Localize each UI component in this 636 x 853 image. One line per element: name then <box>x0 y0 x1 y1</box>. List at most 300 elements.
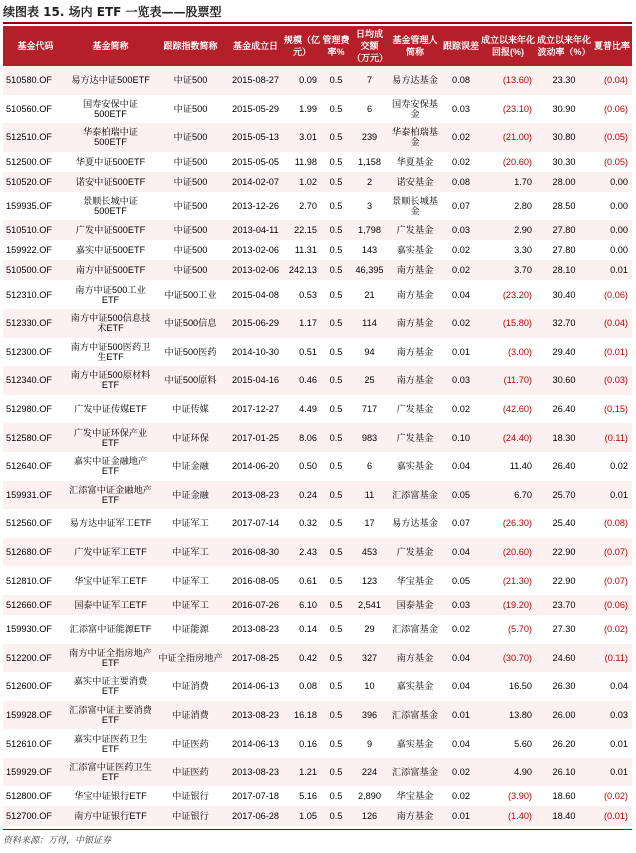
cell-te: 0.04 <box>442 538 480 567</box>
cell-name: 南方中证500原材料ETF <box>68 366 153 395</box>
cell-ret: (20.60) <box>480 538 536 567</box>
cell-fee: 0.5 <box>321 595 351 615</box>
cell-index: 中证500原料 <box>153 366 228 395</box>
cell-date: 2013-02-06 <box>228 240 283 260</box>
cell-name: 南方中证500信息技术ETF <box>68 309 153 338</box>
cell-name: 南方中证银行ETF <box>68 806 153 826</box>
cell-date: 2014-06-13 <box>228 672 283 701</box>
cell-sharpe: 0.00 <box>592 240 632 260</box>
cell-manager: 广发基金 <box>388 538 442 567</box>
cell-sharpe: (0.15) <box>592 395 632 424</box>
cell-vol: 22.90 <box>536 538 592 567</box>
cell-index: 中证500 <box>153 260 228 280</box>
cell-size: 1.02 <box>283 172 321 192</box>
cell-te: 0.10 <box>442 423 480 452</box>
cell-vol: 30.40 <box>536 280 592 309</box>
table-title: 续图表 15. 场内 ETF 一览表——股票型 <box>3 5 222 19</box>
cell-ret: (26.30) <box>480 509 536 538</box>
table-row <box>3 786 632 806</box>
cell-sharpe: (0.05) <box>592 152 632 172</box>
cell-code: 512310.OF <box>3 280 68 309</box>
cell-sharpe: 0.02 <box>592 452 632 481</box>
cell-vol: 27.30 <box>536 615 592 644</box>
cell-ret: (24.40) <box>480 423 536 452</box>
cell-ret: 3.70 <box>480 260 536 280</box>
table-row <box>3 566 632 595</box>
cell-index: 中证环保 <box>153 423 228 452</box>
cell-vol: 18.40 <box>536 806 592 826</box>
cell-index: 中证医药 <box>153 758 228 787</box>
cell-name: 华宝中证银行ETF <box>68 786 153 806</box>
cell-fee: 0.5 <box>321 701 351 730</box>
cell-ret: 16.50 <box>480 672 536 701</box>
cell-code: 512500.OF <box>3 152 68 172</box>
cell-manager: 南方基金 <box>388 338 442 367</box>
cell-index: 中证500信息 <box>153 309 228 338</box>
cell-name: 嘉实中证医药卫生ETF <box>68 729 153 758</box>
table-row <box>3 509 632 538</box>
cell-te: 0.08 <box>442 66 480 95</box>
cell-size: 11.31 <box>283 240 321 260</box>
cell-date: 2014-10-30 <box>228 338 283 367</box>
cell-volume: 10 <box>351 672 388 701</box>
cell-manager: 广发基金 <box>388 220 442 240</box>
table-row <box>3 644 632 673</box>
cell-te: 0.07 <box>442 192 480 221</box>
cell-volume: 25 <box>351 366 388 395</box>
cell-volume: 7 <box>351 66 388 95</box>
cell-volume: 29 <box>351 615 388 644</box>
cell-volume: 224 <box>351 758 388 787</box>
cell-index: 中证医药 <box>153 729 228 758</box>
table-row <box>3 309 632 338</box>
cell-manager: 广发基金 <box>388 423 442 452</box>
header-index: 跟踪指数简称 <box>153 26 228 66</box>
cell-volume: 239 <box>351 123 388 152</box>
cell-name: 嘉实中证500ETF <box>68 240 153 260</box>
cell-te: 0.04 <box>442 452 480 481</box>
cell-code: 512580.OF <box>3 423 68 452</box>
cell-size: 16.18 <box>283 701 321 730</box>
cell-date: 2013-08-23 <box>228 701 283 730</box>
cell-index: 中证500 <box>153 95 228 124</box>
cell-volume: 453 <box>351 538 388 567</box>
table-body <box>3 66 632 826</box>
table-row <box>3 672 632 701</box>
cell-fee: 0.5 <box>321 260 351 280</box>
cell-date: 2013-08-23 <box>228 615 283 644</box>
cell-manager: 景顺长城基金 <box>388 192 442 221</box>
cell-code: 510510.OF <box>3 220 68 240</box>
cell-code: 159931.OF <box>3 481 68 510</box>
table-row <box>3 66 632 95</box>
cell-volume: 94 <box>351 338 388 367</box>
cell-sharpe: (0.02) <box>592 786 632 806</box>
cell-size: 0.24 <box>283 481 321 510</box>
header-volatility: 成立以来年化波动率（%） <box>536 26 592 66</box>
cell-size: 1.21 <box>283 758 321 787</box>
cell-date: 2014-02-07 <box>228 172 283 192</box>
cell-index: 中证银行 <box>153 786 228 806</box>
cell-size: 0.53 <box>283 280 321 309</box>
cell-volume: 1,158 <box>351 152 388 172</box>
cell-date: 2013-08-23 <box>228 481 283 510</box>
cell-te: 0.02 <box>442 123 480 152</box>
cell-code: 512800.OF <box>3 786 68 806</box>
cell-te: 0.02 <box>442 395 480 424</box>
table-row <box>3 152 632 172</box>
cell-size: 11.98 <box>283 152 321 172</box>
cell-te: 0.03 <box>442 220 480 240</box>
cell-fee: 0.5 <box>321 172 351 192</box>
cell-manager: 南方基金 <box>388 366 442 395</box>
cell-name: 南方中证500ETF <box>68 260 153 280</box>
cell-name: 广发中证军工ETF <box>68 538 153 567</box>
cell-manager: 汇添富基金 <box>388 481 442 510</box>
table-row <box>3 280 632 309</box>
cell-code: 512640.OF <box>3 452 68 481</box>
cell-vol: 30.90 <box>536 95 592 124</box>
cell-date: 2015-05-05 <box>228 152 283 172</box>
cell-code: 512330.OF <box>3 309 68 338</box>
cell-index: 中证金融 <box>153 481 228 510</box>
cell-name: 华宝中证军工ETF <box>68 566 153 595</box>
cell-name: 汇添富中证能源ETF <box>68 615 153 644</box>
cell-volume: 17 <box>351 509 388 538</box>
cell-ret: (23.20) <box>480 280 536 309</box>
cell-volume: 9 <box>351 729 388 758</box>
cell-manager: 汇添富基金 <box>388 758 442 787</box>
cell-volume: 6 <box>351 452 388 481</box>
cell-manager: 华泰柏瑞基金 <box>388 123 442 152</box>
cell-ret: (20.60) <box>480 152 536 172</box>
header-row <box>3 26 632 66</box>
cell-index: 中证银行 <box>153 806 228 826</box>
cell-manager: 南方基金 <box>388 309 442 338</box>
cell-sharpe: 0.01 <box>592 481 632 510</box>
cell-code: 512200.OF <box>3 644 68 673</box>
table-row <box>3 366 632 395</box>
cell-vol: 26.40 <box>536 452 592 481</box>
cell-code: 510520.OF <box>3 172 68 192</box>
cell-date: 2015-05-13 <box>228 123 283 152</box>
cell-manager: 广发基金 <box>388 395 442 424</box>
cell-size: 242.13 <box>283 260 321 280</box>
table-row <box>3 758 632 787</box>
cell-vol: 26.20 <box>536 729 592 758</box>
cell-size: 0.42 <box>283 644 321 673</box>
cell-code: 510580.OF <box>3 66 68 95</box>
cell-ret: (21.30) <box>480 566 536 595</box>
cell-sharpe: 0.01 <box>592 729 632 758</box>
cell-sharpe: 0.00 <box>592 172 632 192</box>
cell-sharpe: 0.01 <box>592 260 632 280</box>
header-code: 基金代码 <box>3 26 68 66</box>
cell-vol: 23.30 <box>536 66 592 95</box>
cell-sharpe: (0.03) <box>592 366 632 395</box>
cell-sharpe: 0.01 <box>592 758 632 787</box>
cell-ret: (15.80) <box>480 309 536 338</box>
cell-size: 2.43 <box>283 538 321 567</box>
cell-volume: 2,890 <box>351 786 388 806</box>
cell-te: 0.04 <box>442 644 480 673</box>
cell-sharpe: (0.08) <box>592 509 632 538</box>
cell-volume: 126 <box>351 806 388 826</box>
cell-code: 159929.OF <box>3 758 68 787</box>
cell-te: 0.07 <box>442 509 480 538</box>
cell-index: 中证500 <box>153 220 228 240</box>
cell-name: 易方达中证500ETF <box>68 66 153 95</box>
cell-size: 1.05 <box>283 806 321 826</box>
cell-sharpe: 0.00 <box>592 220 632 240</box>
cell-fee: 0.5 <box>321 66 351 95</box>
cell-code: 512300.OF <box>3 338 68 367</box>
cell-size: 22.15 <box>283 220 321 240</box>
cell-name: 广发中证传媒ETF <box>68 395 153 424</box>
cell-ret: (3.90) <box>480 786 536 806</box>
cell-fee: 0.5 <box>321 672 351 701</box>
cell-index: 中证500 <box>153 192 228 221</box>
cell-size: 0.16 <box>283 729 321 758</box>
header-fee: 管理费率% <box>321 26 351 66</box>
cell-manager: 华宝基金 <box>388 566 442 595</box>
table-row <box>3 729 632 758</box>
cell-manager: 汇添富基金 <box>388 701 442 730</box>
cell-ret: 11.40 <box>480 452 536 481</box>
cell-size: 2.70 <box>283 192 321 221</box>
cell-fee: 0.5 <box>321 509 351 538</box>
cell-date: 2015-04-08 <box>228 280 283 309</box>
cell-size: 4.49 <box>283 395 321 424</box>
cell-index: 中证500工业 <box>153 280 228 309</box>
cell-sharpe: 0.00 <box>592 192 632 221</box>
cell-te: 0.03 <box>442 366 480 395</box>
cell-volume: 396 <box>351 701 388 730</box>
header-size: 规模（亿元） <box>283 26 321 66</box>
cell-index: 中证500 <box>153 66 228 95</box>
cell-ret: 2.80 <box>480 192 536 221</box>
cell-sharpe: (0.11) <box>592 644 632 673</box>
cell-ret: (23.10) <box>480 95 536 124</box>
cell-ret: 3.30 <box>480 240 536 260</box>
cell-manager: 诺安基金 <box>388 172 442 192</box>
cell-te: 0.02 <box>442 309 480 338</box>
cell-index: 中证500 <box>153 172 228 192</box>
cell-date: 2013-12-26 <box>228 192 283 221</box>
cell-ret: 2.90 <box>480 220 536 240</box>
cell-name: 嘉实中证金融地产ETF <box>68 452 153 481</box>
cell-vol: 26.40 <box>536 395 592 424</box>
cell-manager: 南方基金 <box>388 260 442 280</box>
cell-code: 512810.OF <box>3 566 68 595</box>
cell-fee: 0.5 <box>321 123 351 152</box>
header-return: 成立以来年化回报(%) <box>480 26 536 66</box>
table-row <box>3 338 632 367</box>
cell-te: 0.02 <box>442 152 480 172</box>
cell-fee: 0.5 <box>321 452 351 481</box>
cell-sharpe: 0.04 <box>592 672 632 701</box>
cell-fee: 0.5 <box>321 481 351 510</box>
cell-te: 0.02 <box>442 758 480 787</box>
cell-date: 2013-08-23 <box>228 758 283 787</box>
table-row <box>3 615 632 644</box>
cell-te: 0.01 <box>442 338 480 367</box>
cell-te: 0.05 <box>442 481 480 510</box>
cell-manager: 嘉实基金 <box>388 240 442 260</box>
table-row <box>3 192 632 221</box>
cell-index: 中证军工 <box>153 509 228 538</box>
cell-code: 512510.OF <box>3 123 68 152</box>
cell-fee: 0.5 <box>321 366 351 395</box>
header-name: 基金简称 <box>68 26 153 66</box>
cell-fee: 0.5 <box>321 615 351 644</box>
cell-name: 广发中证500ETF <box>68 220 153 240</box>
cell-volume: 717 <box>351 395 388 424</box>
cell-name: 汇添富中证医药卫生ETF <box>68 758 153 787</box>
cell-manager: 汇添富基金 <box>388 615 442 644</box>
cell-manager: 嘉实基金 <box>388 729 442 758</box>
cell-te: 0.04 <box>442 672 480 701</box>
cell-name: 国泰中证军工ETF <box>68 595 153 615</box>
cell-manager: 嘉实基金 <box>388 452 442 481</box>
cell-ret: (11.70) <box>480 366 536 395</box>
cell-index: 中证消费 <box>153 672 228 701</box>
cell-name: 诺安中证500ETF <box>68 172 153 192</box>
cell-code: 512560.OF <box>3 509 68 538</box>
cell-date: 2015-08-27 <box>228 66 283 95</box>
cell-ret: (42.60) <box>480 395 536 424</box>
cell-fee: 0.5 <box>321 729 351 758</box>
cell-te: 0.01 <box>442 701 480 730</box>
cell-size: 0.61 <box>283 566 321 595</box>
cell-manager: 华宝基金 <box>388 786 442 806</box>
cell-code: 510500.OF <box>3 260 68 280</box>
cell-name: 嘉实中证主要消费ETF <box>68 672 153 701</box>
table-row <box>3 240 632 260</box>
cell-te: 0.02 <box>442 260 480 280</box>
cell-te: 0.04 <box>442 729 480 758</box>
cell-date: 2015-06-29 <box>228 309 283 338</box>
cell-vol: 25.40 <box>536 509 592 538</box>
cell-sharpe: (0.04) <box>592 309 632 338</box>
cell-fee: 0.5 <box>321 758 351 787</box>
cell-code: 512610.OF <box>3 729 68 758</box>
cell-date: 2013-02-06 <box>228 260 283 280</box>
cell-index: 中证500 <box>153 152 228 172</box>
table-row <box>3 701 632 730</box>
cell-date: 2015-05-29 <box>228 95 283 124</box>
cell-date: 2017-07-18 <box>228 786 283 806</box>
cell-sharpe: (0.06) <box>592 280 632 309</box>
cell-volume: 1,798 <box>351 220 388 240</box>
cell-sharpe: (0.04) <box>592 66 632 95</box>
cell-size: 5.16 <box>283 786 321 806</box>
cell-vol: 26.30 <box>536 672 592 701</box>
cell-name: 景顺长城中证500ETF <box>68 192 153 221</box>
cell-sharpe: (0.05) <box>592 123 632 152</box>
cell-vol: 22.90 <box>536 566 592 595</box>
cell-ret: 6.70 <box>480 481 536 510</box>
cell-volume: 21 <box>351 280 388 309</box>
cell-index: 中证500医药 <box>153 338 228 367</box>
cell-date: 2015-04-16 <box>228 366 283 395</box>
cell-sharpe: 0.03 <box>592 701 632 730</box>
cell-ret: 5.60 <box>480 729 536 758</box>
cell-date: 2017-08-25 <box>228 644 283 673</box>
cell-te: 0.03 <box>442 595 480 615</box>
cell-name: 华夏中证500ETF <box>68 152 153 172</box>
cell-vol: 25.70 <box>536 481 592 510</box>
table-row <box>3 481 632 510</box>
cell-date: 2016-08-30 <box>228 538 283 567</box>
table-row <box>3 260 632 280</box>
cell-te: 0.02 <box>442 786 480 806</box>
cell-name: 广发中证环保产业ETF <box>68 423 153 452</box>
cell-manager: 华夏基金 <box>388 152 442 172</box>
cell-fee: 0.5 <box>321 240 351 260</box>
cell-volume: 2,541 <box>351 595 388 615</box>
cell-index: 中证500 <box>153 240 228 260</box>
cell-size: 0.32 <box>283 509 321 538</box>
cell-index: 中证消费 <box>153 701 228 730</box>
cell-sharpe: (0.06) <box>592 95 632 124</box>
cell-fee: 0.5 <box>321 280 351 309</box>
cell-fee: 0.5 <box>321 806 351 826</box>
cell-manager: 国寿安保基金 <box>388 95 442 124</box>
cell-te: 0.04 <box>442 280 480 309</box>
cell-name: 易方达中证军工ETF <box>68 509 153 538</box>
cell-date: 2014-06-13 <box>228 729 283 758</box>
cell-manager: 南方基金 <box>388 644 442 673</box>
cell-code: 512600.OF <box>3 672 68 701</box>
cell-index: 中证军工 <box>153 538 228 567</box>
cell-sharpe: (0.01) <box>592 338 632 367</box>
cell-te: 0.03 <box>442 95 480 124</box>
cell-date: 2017-07-14 <box>228 509 283 538</box>
cell-vol: 26.10 <box>536 758 592 787</box>
cell-fee: 0.5 <box>321 395 351 424</box>
header-volume: 日均成交额（万元） <box>351 26 388 66</box>
table-row <box>3 423 632 452</box>
cell-code: 512680.OF <box>3 538 68 567</box>
cell-fee: 0.5 <box>321 538 351 567</box>
cell-index: 中证传媒 <box>153 395 228 424</box>
cell-fee: 0.5 <box>321 566 351 595</box>
cell-code: 512980.OF <box>3 395 68 424</box>
cell-date: 2017-01-25 <box>228 423 283 452</box>
cell-vol: 28.10 <box>536 260 592 280</box>
cell-volume: 143 <box>351 240 388 260</box>
cell-fee: 0.5 <box>321 192 351 221</box>
cell-size: 0.09 <box>283 66 321 95</box>
cell-size: 1.99 <box>283 95 321 124</box>
table-row <box>3 95 632 124</box>
cell-fee: 0.5 <box>321 95 351 124</box>
cell-code: 159928.OF <box>3 701 68 730</box>
cell-ret: (5.70) <box>480 615 536 644</box>
cell-ret: 13.80 <box>480 701 536 730</box>
cell-volume: 46,395 <box>351 260 388 280</box>
cell-size: 0.50 <box>283 452 321 481</box>
cell-ret: (1.40) <box>480 806 536 826</box>
cell-te: 0.02 <box>442 240 480 260</box>
cell-name: 南方中证全指房地产ETF <box>68 644 153 673</box>
cell-size: 6.10 <box>283 595 321 615</box>
cell-name: 华泰柏瑞中证500ETF <box>68 123 153 152</box>
cell-index: 中证500 <box>153 123 228 152</box>
cell-te: 0.02 <box>442 615 480 644</box>
cell-size: 0.51 <box>283 338 321 367</box>
